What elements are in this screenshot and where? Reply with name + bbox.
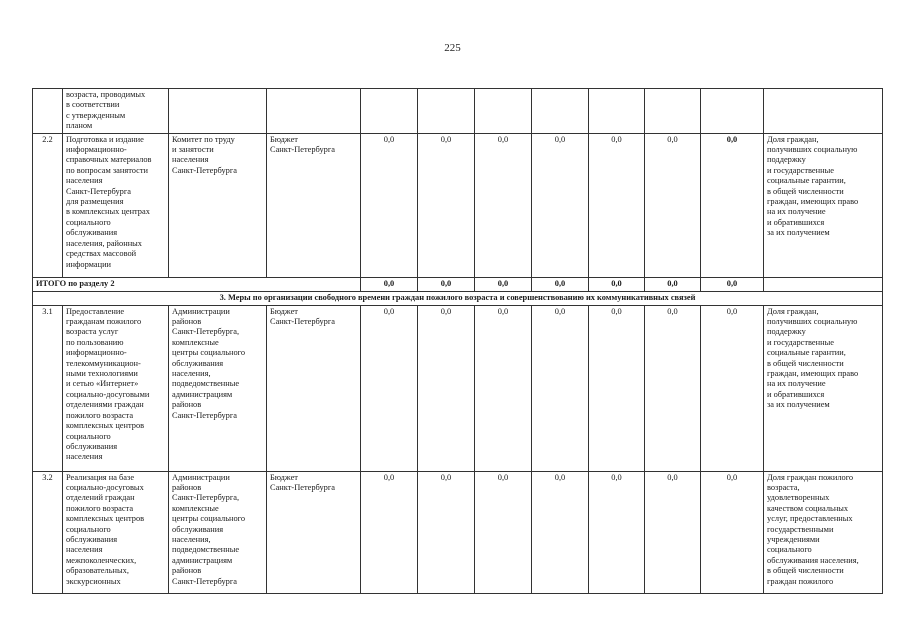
value-cell: 0,0 [701,471,764,593]
activity-cell: Предоставление гражданам пожилого возраста услуг по пользованию информационно- телекоммуникацион- ными технологиями и сетью «Интернет» социально-досуговыми отделениями граждан пожилого возраста комплексных центров социального обслуживания населения [63,305,169,471]
value-cell [475,89,532,134]
value-cell: 0,0 [475,133,532,277]
total-value: 0,0 [532,277,589,291]
section-title: 3. Меры по организации свободного времени граждан пожилого возраста и совершенствованию их коммуникативных связей [33,291,883,305]
executor-cell: Комитет по труду и занятости населения Санкт-Петербурга [169,133,267,277]
value-cell: 0,0 [645,133,701,277]
value-cell: 0,0 [532,133,589,277]
row-number-cell: 3.2 [33,471,63,593]
activity-cell: Реализация на базе социально-досуговых отделений граждан пожилого возраста комплексных центров социального обслуживания населения межпоколенческих, образовательных, экскурсионных [63,471,169,593]
total-value: 0,0 [589,277,645,291]
value-cell [361,89,418,134]
table-row [33,471,883,593]
executor-cell: Администрации районов Санкт-Петербурга, комплексные центры социального обслуживания населения, подведомственные администрациям районов Санкт-Петербурга [169,471,267,593]
total-value: 0,0 [361,277,418,291]
value-cell: 0,0 [701,133,764,277]
executor-cell [169,89,267,134]
value-cell: 0,0 [475,305,532,471]
program-table [32,88,883,594]
row-number-cell [33,89,63,134]
value-cell [701,89,764,134]
value-cell: 0,0 [589,133,645,277]
row-number-cell: 3.1 [33,305,63,471]
value-cell: 0,0 [589,305,645,471]
value-cell [645,89,701,134]
source-cell [267,89,361,134]
row-number-cell: 2.2 [33,133,63,277]
indicator-cell: Доля граждан пожилого возраста, удовлетворенных качеством социальных услуг, предоставленных государственными учреждениями социального обслуживания населения, в общей численности граждан пожилого [764,471,883,593]
value-cell: 0,0 [418,471,475,593]
value-cell: 0,0 [418,305,475,471]
value-cell: 0,0 [532,305,589,471]
executor-cell: Администрации районов Санкт-Петербурга, комплексные центры социального обслуживания населения, подведомственные администрациям районов Санкт-Петербурга [169,305,267,471]
page-number: 225 [444,42,461,54]
source-cell: Бюджет Санкт-Петербурга [267,471,361,593]
total-value: 0,0 [475,277,532,291]
activity-cell: возраста, проводимых в соответствии с утвержденным планом [63,89,169,134]
section-heading-row [33,291,883,305]
value-cell: 0,0 [361,133,418,277]
table-row [33,89,883,134]
value-cell: 0,0 [645,471,701,593]
total-value: 0,0 [701,277,764,291]
value-cell: 0,0 [475,471,532,593]
activity-cell: Подготовка и издание информационно- справочных материалов по вопросам занятости населения Санкт-Петербурга для размещения в комплексных центрах социального обслуживания населения, районных средствах массовой информации [63,133,169,277]
value-cell [532,89,589,134]
indicator-cell: Доля граждан, получивших социальную поддержку и государственные социальные гарантии, в общей численности граждан, имеющих право на их получение и обратившихся за их получением [764,133,883,277]
total-label: ИТОГО по разделу 2 [33,277,361,291]
value-cell: 0,0 [701,305,764,471]
indicator-cell [764,277,883,291]
value-cell: 0,0 [532,471,589,593]
value-cell: 0,0 [589,471,645,593]
table-row [33,305,883,471]
total-value: 0,0 [418,277,475,291]
source-cell: Бюджет Санкт-Петербурга [267,133,361,277]
value-cell [418,89,475,134]
value-cell: 0,0 [361,471,418,593]
table-row [33,133,883,277]
indicator-cell [764,89,883,134]
total-row [33,277,883,291]
value-cell: 0,0 [645,305,701,471]
value-cell: 0,0 [418,133,475,277]
value-cell [589,89,645,134]
source-cell: Бюджет Санкт-Петербурга [267,305,361,471]
total-value: 0,0 [645,277,701,291]
value-cell: 0,0 [361,305,418,471]
indicator-cell: Доля граждан, получивших социальную поддержку и государственные социальные гарантии, в общей численности граждан, имеющих право на их получение и обратившихся за их получением [764,305,883,471]
